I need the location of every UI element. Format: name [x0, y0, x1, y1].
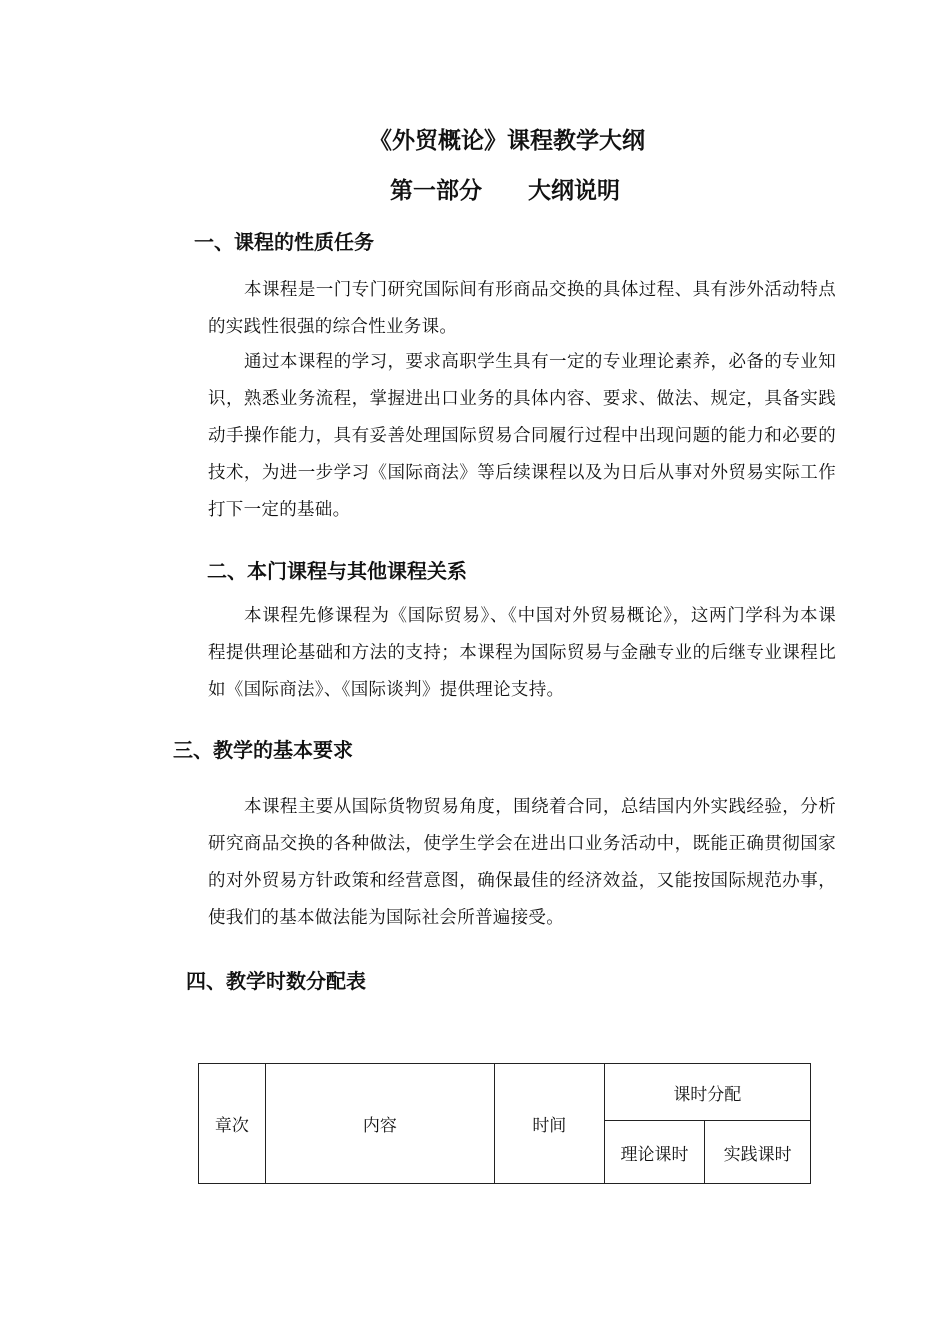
- header-theory-hours: 理论课时: [604, 1121, 705, 1184]
- header-hours-group: 课时分配: [604, 1064, 810, 1121]
- section-heading-requirements: 三、教学的基本要求: [173, 738, 353, 762]
- part-number: 第一部分: [390, 178, 482, 204]
- paragraph-course-nature: 本课程是一门专门研究国际间有形商品交换的具体过程、具有涉外活动特点的实践性很强的综合性业务课。: [208, 280, 836, 337]
- section-heading-hours-table: 四、教学时数分配表: [186, 969, 366, 993]
- header-chapter: 章次: [199, 1064, 266, 1184]
- part-title: [30, 176, 950, 206]
- header-content: 内容: [265, 1064, 494, 1184]
- header-practice-hours: 实践课时: [705, 1121, 811, 1184]
- part-label: 大纲说明: [528, 178, 620, 204]
- header-time: 时间: [495, 1064, 605, 1184]
- paragraph-requirements: 本课程主要从国际货物贸易角度，围绕着合同，总结国内外实践经验，分析研究商品交换的各种做法，使学生学会在进出口业务活动中，既能正确贯彻国家的对外贸易方针政策和经营意图，确保最佳的经济效益，又能按国际规范办事，使我们的基本做法能为国际社会所普遍接受。: [208, 797, 836, 928]
- hours-allocation-table: [198, 1063, 811, 1184]
- paragraph-course-relations: 本课程先修课程为《国际贸易》、《中国对外贸易概论》，这两门学科为本课程提供理论基础和方法的支持；本课程为国际贸易与金融专业的后继专业课程比如《国际商法》、《国际谈判》提供理论支持。: [208, 606, 836, 700]
- table-header-row: [199, 1064, 811, 1121]
- section-heading-relations: 二、本门课程与其他课程关系: [207, 559, 467, 583]
- section-heading-nature: 一、课程的性质任务: [194, 230, 374, 254]
- document-title: 《外贸概论》课程教学大纲: [369, 128, 645, 154]
- paragraph-course-goals: 通过本课程的学习，要求高职学生具有一定的专业理论素养，必备的专业知识，熟悉业务流程，掌握进出口业务的具体内容、要求、做法、规定，具备实践动手操作能力，具有妥善处理国际贸易合同履行过程中出现问题的能力和必要的技术，为进一步学习《国际商法》等后续课程以及为日后从事对外贸易实际工作打下一定的基础。: [208, 352, 836, 520]
